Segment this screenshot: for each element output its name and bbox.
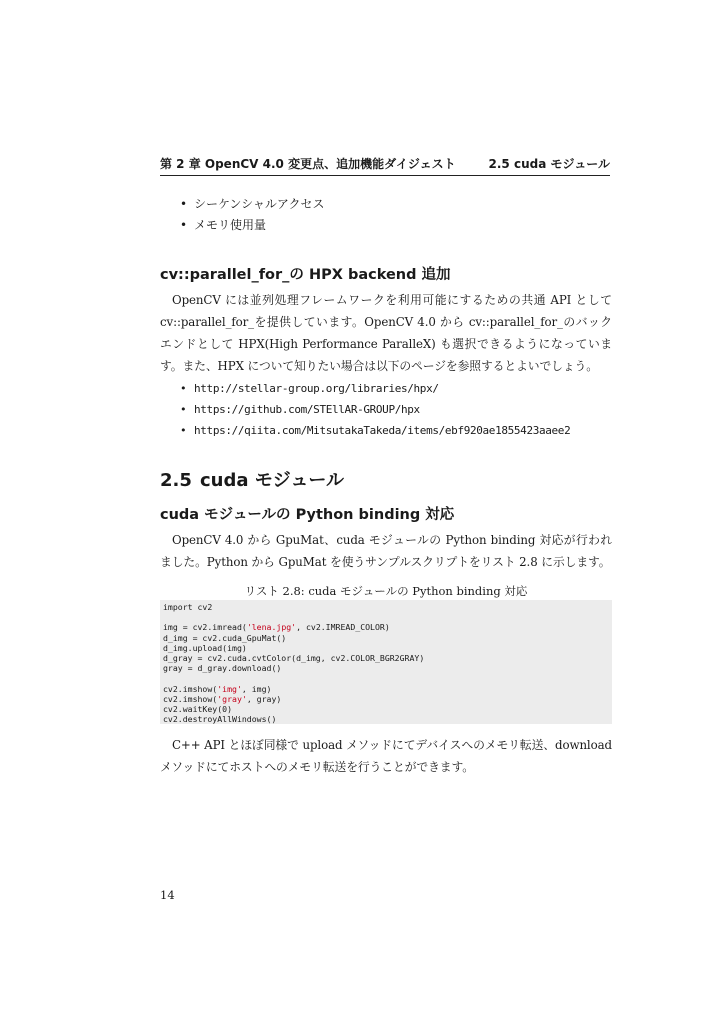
link-hpx-qiita[interactable]: • https://qiita.com/MitsutakaTakeda/items/ebf920ae1855423aaee2 — [180, 420, 570, 441]
code-line: cv2.waitKey(0) — [163, 704, 233, 715]
header-chapter-title: 第 2 章 OpenCV 4.0 変更点、追加機能ダイジェスト — [160, 157, 456, 171]
running-header — [160, 155, 610, 176]
hpx-link-list — [180, 378, 570, 441]
hpx-paragraph: OpenCV には並列処理フレームワークを利用可能にするための共通 API として cv::parallel_for_を提供しています。OpenCV 4.0 から cv::parallel_for_のバックエンドとして HPX(High Performance ParalleX) も選択できるようになっています。また、HPX について知りたい場合は以下のページを参照するとよいでしょう。 — [160, 293, 612, 373]
code-line: cv2.imshow('img', img) — [163, 683, 272, 694]
code-listing — [160, 600, 612, 724]
code-line: cv2.destroyAllWindows() — [163, 714, 277, 724]
page-number: 14 — [160, 888, 175, 902]
list-item: • シーケンシャルアクセス — [180, 194, 325, 215]
code-line: d_gray = cv2.cuda.cvtColor(d_img, cv2.COLOR_BGR2GRAY) — [163, 653, 425, 664]
code-line: d_img.upload(img) — [163, 642, 247, 653]
list-item: • メモリ使用量 — [180, 215, 325, 236]
listing-caption: リスト 2.8: cuda モジュールの Python binding 対応 — [244, 584, 528, 598]
python-binding-paragraph: OpenCV 4.0 から GpuMat、cuda モジュールの Python binding 対応が行われました。Python から GpuMat を使うサンプルスクリプトをリスト 2.8 に示します。 — [160, 533, 612, 569]
access-pattern-list — [180, 194, 325, 236]
subsection-title-hpx: cv::parallel_for_の HPX backend 追加 — [160, 267, 451, 283]
code-line: import cv2 — [163, 602, 213, 612]
subsection-title-python: cuda モジュールの Python binding 対応 — [160, 507, 455, 523]
section-heading — [160, 466, 344, 492]
string-literal: 'lena.jpg' — [246, 622, 297, 633]
code-line: gray = d_gray.download() — [163, 663, 282, 674]
link-hpx-stellar[interactable]: • http://stellar-group.org/libraries/hpx/ — [180, 378, 570, 399]
section-title: cuda モジュール — [200, 470, 345, 491]
string-literal: 'gray' — [217, 693, 247, 704]
link-hpx-github[interactable]: • https://github.com/STEllAR-GROUP/hpx — [180, 399, 570, 420]
section-number: 2.5 — [160, 470, 192, 491]
header-section-title: 2.5 cuda モジュール — [488, 157, 610, 171]
code-line: img = cv2.imread('lena.jpg', cv2.IMREAD_COLOR) — [163, 622, 390, 633]
code-line: cv2.imshow('gray', gray) — [163, 693, 282, 704]
string-literal: 'img' — [217, 683, 242, 694]
closing-paragraph: C++ API とほぼ同様で upload メソッドにてデバイスへのメモリ転送、download メソッドにてホストへのメモリ転送を行うことができます。 — [160, 738, 612, 774]
code-line: d_img = cv2.cuda_GpuMat() — [163, 632, 287, 643]
